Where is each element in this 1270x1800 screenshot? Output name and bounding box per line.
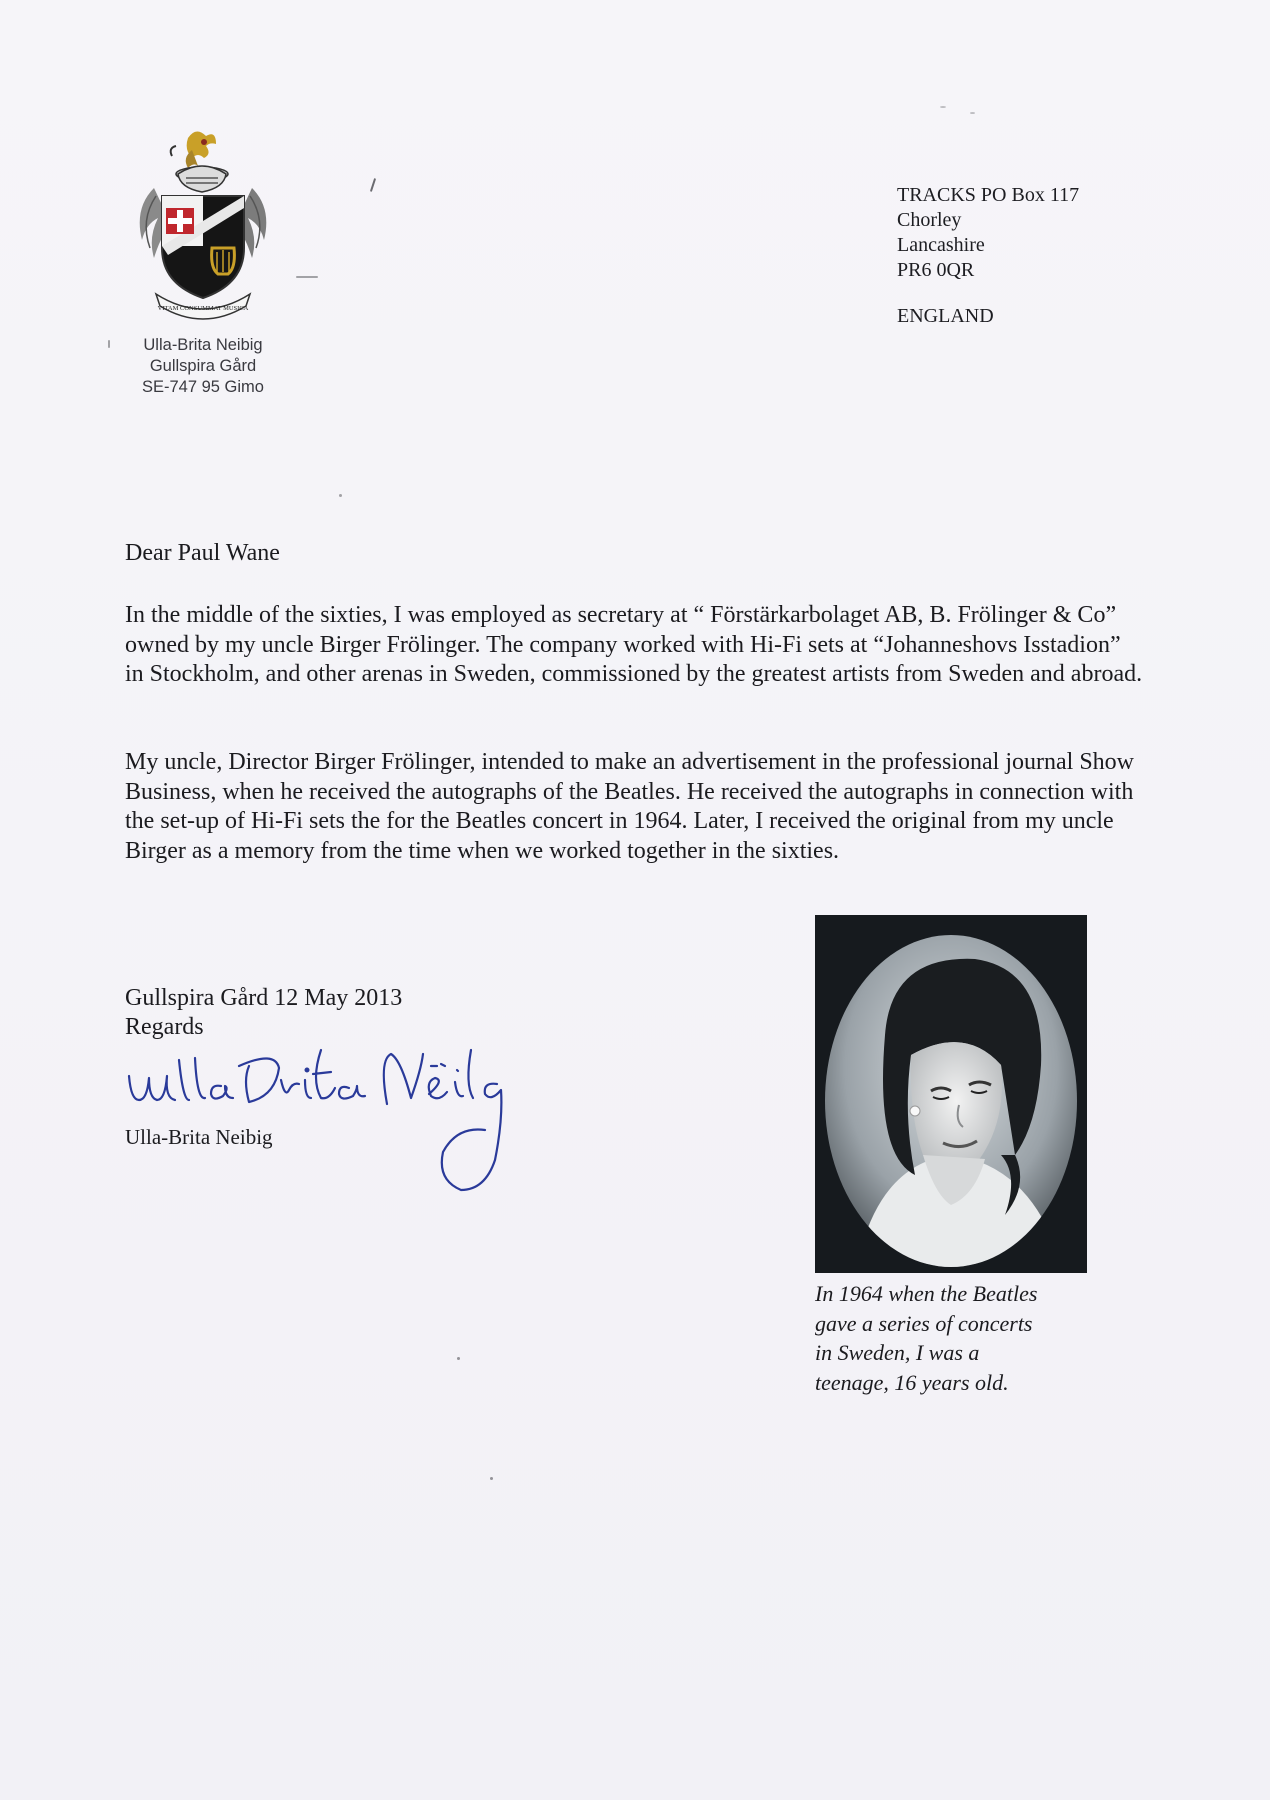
- body-paragraph-2: My uncle, Director Birger Frölinger, intended to make an advertisement in the professional journal Show Business, when he received the autographs of the Beatles. He received the autographs in connection with the set-up of Hi-Fi sets the for the Beatles concert in 1964. Later, I received the original from my uncle Birger as a memory from the time when we worked together in the sixties.: [125, 749, 1135, 864]
- paper-mark: [339, 494, 342, 497]
- recipient-line-4: PR6 0QR: [897, 259, 975, 281]
- paper-mark: [970, 112, 975, 114]
- recipient-line-2: Chorley: [897, 209, 962, 231]
- closing: Regards: [125, 1014, 204, 1040]
- greeting: Dear Paul Wane: [125, 540, 280, 566]
- recipient-line-1: TRACKS PO Box 117: [897, 184, 1080, 206]
- signer-name: Ulla-Brita Neibig: [125, 1125, 273, 1149]
- paper-mark: [108, 340, 110, 348]
- caption-line-3: in Sweden, I was a: [815, 1340, 980, 1365]
- handwritten-signature: [125, 1040, 565, 1195]
- svg-text:VITAM CONSUMMAT MUSICA: VITAM CONSUMMAT MUSICA: [157, 305, 249, 312]
- paper-mark: [370, 178, 376, 192]
- paper-mark: [490, 1477, 493, 1480]
- caption-line-4: teenage, 16 years old.: [815, 1369, 1009, 1395]
- paper-mark: [940, 106, 946, 108]
- body-paragraph-1: In the middle of the sixties, I was employed as secretary at “ Förstärkarbolaget AB, B. Frölinger & Co” owned by my uncle Birger Frölinger. The company worked with Hi-Fi sets at “Johanneshovs Isstadion” in Stockholm, and other arenas in Sweden, commissioned by the greatest artists from Sweden and abroad.: [125, 602, 1143, 687]
- photo-caption: [815, 1279, 1105, 1397]
- sender-estate: Gullspira Gård: [149, 357, 257, 375]
- recipient-country: ENGLAND: [897, 305, 994, 327]
- sender-postcode-city: SE-747 95 Gimo: [142, 378, 264, 396]
- paper-mark: [457, 1357, 460, 1360]
- recipient-line-3: Lancashire: [897, 234, 985, 256]
- coat-of-arms-icon: [132, 128, 274, 326]
- caption-line-2: gave a series of concerts: [815, 1310, 1033, 1336]
- place-and-date: Gullspira Gård 12 May 2013: [125, 985, 403, 1011]
- paper-mark: [296, 276, 318, 278]
- recipient-address: [897, 183, 1079, 329]
- sender-name: Ulla-Brita Neibig: [143, 336, 263, 354]
- portrait-photo: [815, 915, 1087, 1273]
- caption-line-1: In 1964 when the Beatles: [815, 1281, 1038, 1306]
- sender-address: [132, 335, 274, 398]
